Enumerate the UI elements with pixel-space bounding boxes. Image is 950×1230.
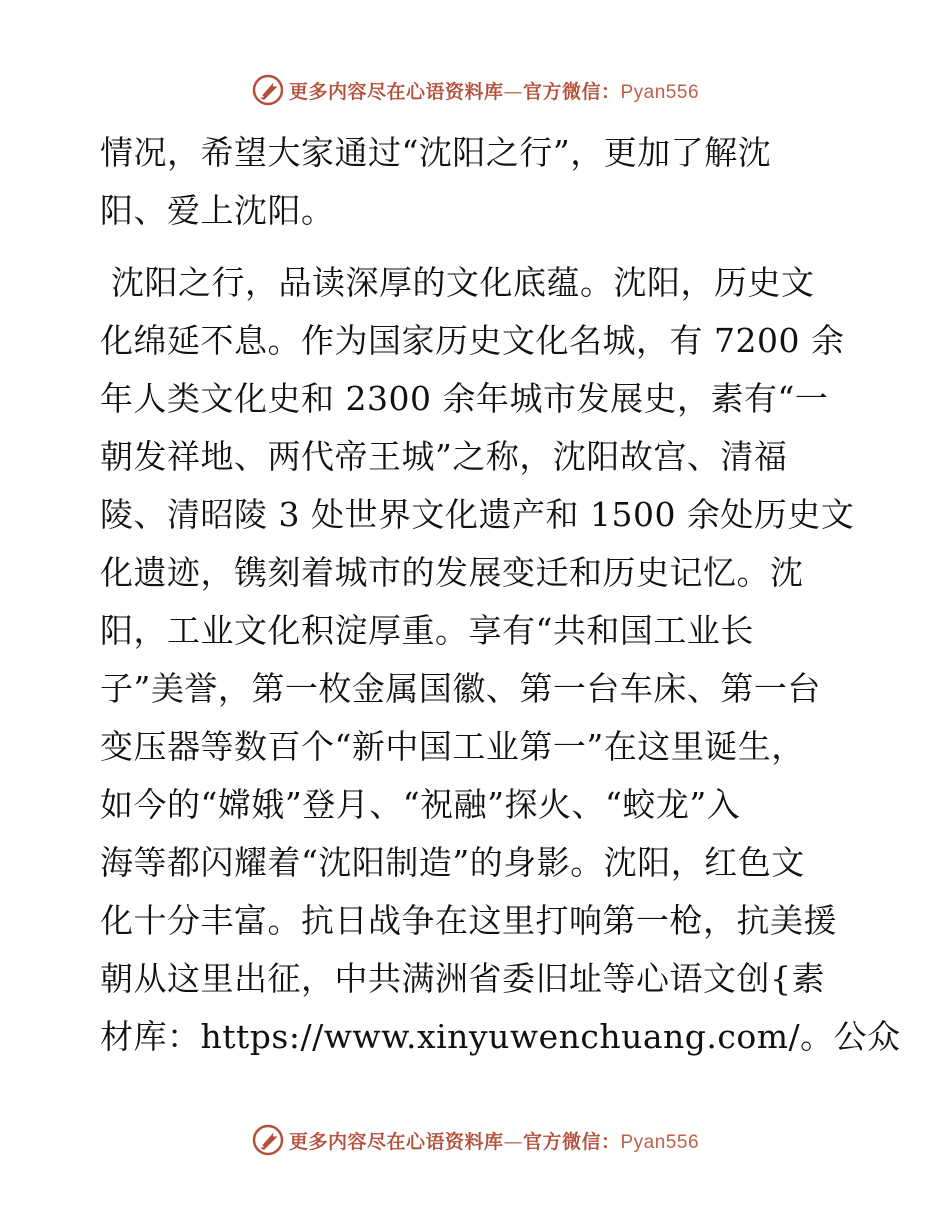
text-line: 子”美誉，第一枚金属国徽、第一台车床、第一台 [100, 669, 821, 708]
text-line: 朝从这里出征，中共满洲省委旧址等心语文创{素 [100, 959, 825, 998]
footer-wechat-label: 官方微信： [522, 1130, 621, 1153]
text-line: 化绵延不息。作为国家历史文化名城，有 7200 余 [100, 321, 845, 360]
header-watermark-text [289, 77, 699, 104]
text-line: 如今的“嫦娥”登月、“祝融”探火、“蛟龙”入 [100, 785, 741, 824]
text-line: 年人类文化史和 2300 余年城市发展史，素有“一 [100, 379, 829, 418]
footer-watermark-banner [0, 1120, 950, 1160]
header-watermark-banner [0, 70, 950, 110]
text-line: 阳，工业文化积淀厚重。享有“共和国工业长 [100, 611, 754, 650]
footer-wechat-id: Pyan556 [620, 1131, 700, 1153]
text-line: 陵、清昭陵 3 处世界文化遗产和 1500 余处历史文 [100, 495, 855, 534]
paragraph-2 [100, 254, 901, 1066]
text-line: 沈阳之行，品读深厚的文化底蕴。沈阳，历史文 [100, 263, 815, 302]
footer-watermark-main: 更多内容尽在心语资料库 [288, 1130, 504, 1153]
text-line: 材库：https://www.xinyuwenchuang.com/。公众 [100, 1017, 901, 1056]
text-line: 变压器等数百个“新中国工业第一”在这里诞生， [100, 727, 805, 766]
text-line: 阳、爱上沈阳。 [100, 191, 335, 230]
text-line: 海等都闪耀着“沈阳制造”的身影。沈阳，红色文 [100, 843, 805, 882]
header-watermark-main: 更多内容尽在心语资料库 [288, 80, 504, 103]
header-watermark-separator: — [503, 80, 523, 103]
text-line: 化十分丰富。抗日战争在这里打响第一枪，抗美援 [100, 901, 837, 940]
text-line: 化遗迹，镌刻着城市的发展变迁和历史记忆。沈 [100, 553, 804, 592]
footer-watermark-text [289, 1127, 699, 1154]
header-wechat-id: Pyan556 [620, 81, 700, 103]
pen-nib-logo-icon [251, 1123, 285, 1157]
header-wechat-label: 官方微信： [522, 80, 621, 103]
footer-watermark-separator: — [503, 1130, 523, 1153]
text-line: 情况，希望大家通过“沈阳之行”，更加了解沈 [100, 133, 772, 172]
pen-nib-logo-icon [251, 73, 285, 107]
text-line: 朝发祥地、两代帝王城”之称，沈阳故宫、清福 [100, 437, 788, 476]
paragraph-1 [100, 124, 860, 240]
document-body [100, 124, 901, 1066]
